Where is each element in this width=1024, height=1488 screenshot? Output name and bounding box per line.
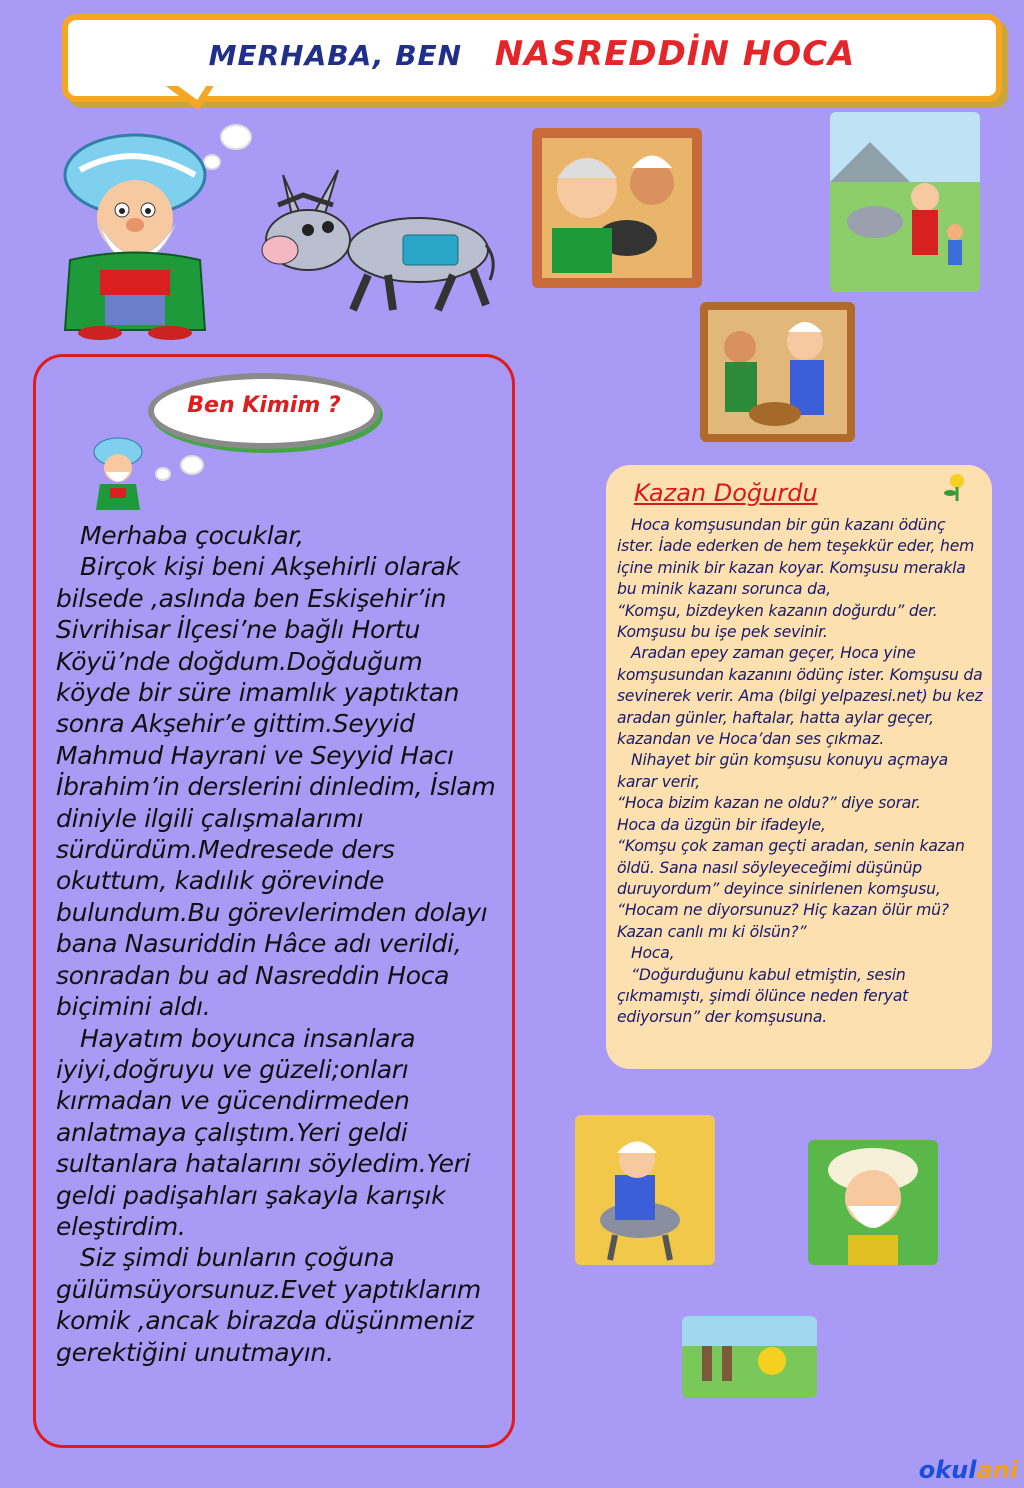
story-paragraph: Merhaba çocuklar, bbox=[80, 521, 304, 550]
hoca-on-donkey-image bbox=[575, 1115, 715, 1265]
kazan-line: Hoca, bbox=[631, 944, 675, 963]
kazan-line: Aradan epey zaman geçer, Hoca yine komşusundan kazanını ödünç ister. Komşusu da sevinerek verir. Ama (bilgi yelpazesi.net) bu kez aradan günler, haftalar, hatta aylar geçer, kazandan ve Hoca’dan ses çıkmaz. bbox=[617, 644, 983, 749]
kazan-line: “Hocam ne diyorsunuz? Hiç kazan ölür mü? Kazan canlı mı ki ölsün?” bbox=[617, 901, 949, 941]
bubble-dot-small bbox=[155, 467, 171, 481]
kazan-story-title: Kazan Doğurdu bbox=[634, 479, 818, 507]
kazan-scene-image-1 bbox=[532, 128, 702, 288]
logo-part2: ani bbox=[976, 1456, 1018, 1484]
kazan-story-card bbox=[606, 465, 992, 1069]
page-title bbox=[68, 34, 996, 74]
small-hoca-illustration bbox=[88, 436, 148, 514]
kazan-line: “Hoca bizim kazan ne oldu?” diye sorar. bbox=[617, 794, 921, 813]
speech-bubble bbox=[148, 373, 380, 449]
title-greeting: MERHABA, BEN bbox=[208, 39, 463, 72]
kazan-line: Hoca da üzgün bir ifadeyle, bbox=[617, 815, 826, 834]
landscape-scene-image bbox=[682, 1316, 817, 1398]
story-paragraph: Birçok kişi beni Akşehirli olarak bilsede ,aslında ben Eskişehir’in Sivrihisar İlçesi’ne bağlı Hortu Köyü’nde doğdum.Doğduğum köyde bir süre imamlık yaptıktan sonra Akşehir’e gittim.Seyyid Mahmud Hayrani ve Seyyid Hacı İbrahim’in derslerini dinledim, İslam diniyle ilgili çalışmalarımı sürdürdüm.Medresede ders okuttum, kadılık görevinde bulundum.Bu görevlerimden dolayı bana Nasuriddin Hâce adı verildi, sonradan bu ad Nasreddin Hoca biçimini aldı. bbox=[56, 552, 496, 1022]
site-logo bbox=[919, 1456, 1018, 1484]
title-name: NASREDDİN HOCA bbox=[494, 34, 856, 74]
kazan-line: “Komşu, bizdeyken kazanın doğurdu” der. Komşusu bu işe pek sevinir. bbox=[617, 601, 938, 642]
hoca-portrait-image bbox=[808, 1140, 938, 1265]
bubble-text: Ben Kimim ? bbox=[187, 393, 341, 418]
donkey-illustration bbox=[258, 165, 498, 315]
kazan-story-text bbox=[617, 515, 987, 1029]
story-paragraph: Siz şimdi bunların çoğuna gülümsüyorsunuz.Evet yaptıklarım komik ,ancak birazda düşünmeniz gerektiğini unutmayın. bbox=[56, 1243, 481, 1367]
story-paragraph: Hayatım boyunca insanlara iyiyi,doğruyu ve güzeli;onları kırmadan ve gücendirmeden anlatmaya çalıştım.Yeri geldi sultanlara hatalarını söyledim.Yeri geldi padişahları şakayla karışık eleştirdim. bbox=[56, 1023, 471, 1241]
kazan-line: Nihayet bir gün komşusu konuyu açmaya karar verir, bbox=[617, 751, 948, 791]
story-text bbox=[56, 520, 496, 1368]
flower-icon bbox=[940, 469, 974, 503]
banner-tail-inner bbox=[173, 82, 216, 100]
village-scene-image bbox=[830, 112, 980, 292]
kazan-line: “Doğurduğunu kabul etmiştin, sesin çıkmamıştı, şimdi ölünce neden feryat ediyorsun” der komşusuna. bbox=[617, 965, 909, 1027]
hoca-illustration bbox=[30, 130, 210, 340]
kazan-line: Hoca komşusundan bir gün kazanı ödünç ister. İade ederken de hem teşekkür eder, hem içine minik bir kazan koyar. Komşusu merakla bu minik kazanı sorunca da, bbox=[617, 516, 975, 599]
thought-dot-large bbox=[220, 124, 252, 150]
bubble-dot-large bbox=[180, 455, 204, 475]
kazan-line: “Komşu çok zaman geçti aradan, senin kazan öldü. Sana nasıl söyleyeceğimi düşünüp duruyordum” deyince sinirlenen komşusu, bbox=[617, 837, 965, 898]
logo-part1: okul bbox=[918, 1456, 977, 1484]
kazan-scene-image-2 bbox=[700, 302, 855, 442]
